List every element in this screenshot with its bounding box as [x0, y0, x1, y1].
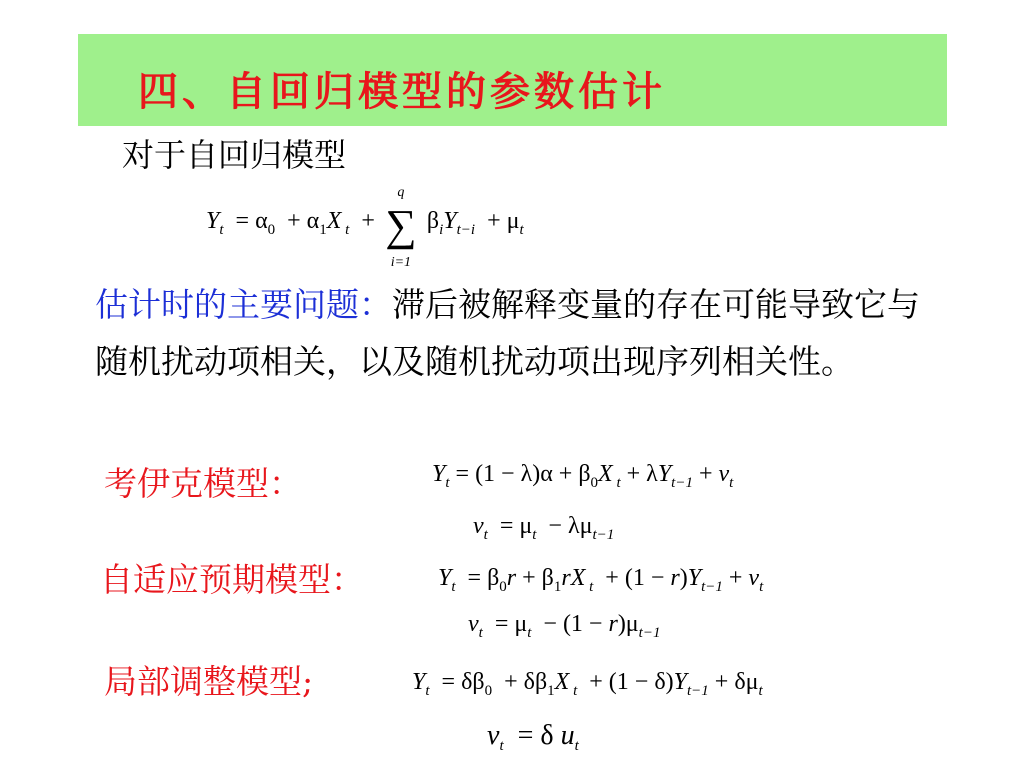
- partial-equation-1: $Y_t = \delta\beta_0 + \delta\beta_1X$ $_t + (1 - \delta)Y_{t-1} + \delta\mu_t$: [412, 669, 763, 699]
- problem-body: 滞后被解释变量的存在可能导致它与随机扰动项相关，以及随机扰动项出现序列相关性。: [95, 285, 920, 381]
- partial-equation-2: $v_t = \delta$ $u_t$: [487, 720, 579, 754]
- model-label-koyck: 考伊克模型：: [104, 464, 302, 503]
- adaptive-equation-2: $v_t = \mu_t - (1 - r)\mu_{t-1}$: [468, 611, 661, 641]
- summation-symbol: q ∑ i=1: [385, 185, 417, 270]
- model-label-adaptive: 自适应预期模型：: [100, 560, 364, 599]
- model-label-partial: 局部调整模型;: [104, 662, 314, 701]
- adaptive-equation-1: $Y_t = \beta_0r + \beta_1rX$ $_t + (1 - r)Y_{t-1} + v_t$: [438, 565, 764, 595]
- problem-lead: 估计时的主要问题：: [95, 285, 392, 324]
- slide-title: 四、自回归模型的参数估计: [138, 69, 666, 115]
- problem-paragraph: [95, 276, 945, 390]
- koyck-equation-1: $Y_t = (1 - \lambda)\alpha + \beta_0X$ $_t + \lambda Y_{t-1} + v_t$: [432, 461, 734, 491]
- koyck-equation-2: $v_t = \mu_t - \lambda\mu_{t-1}$: [473, 513, 615, 543]
- ar-model-equation: $Y_t = \alpha_0 + \alpha_1X$ $_t$ + q ∑ i=1 $\beta_iY_{t-i} + \mu_t$: [206, 185, 524, 270]
- intro-text: 对于自回归模型: [122, 136, 347, 174]
